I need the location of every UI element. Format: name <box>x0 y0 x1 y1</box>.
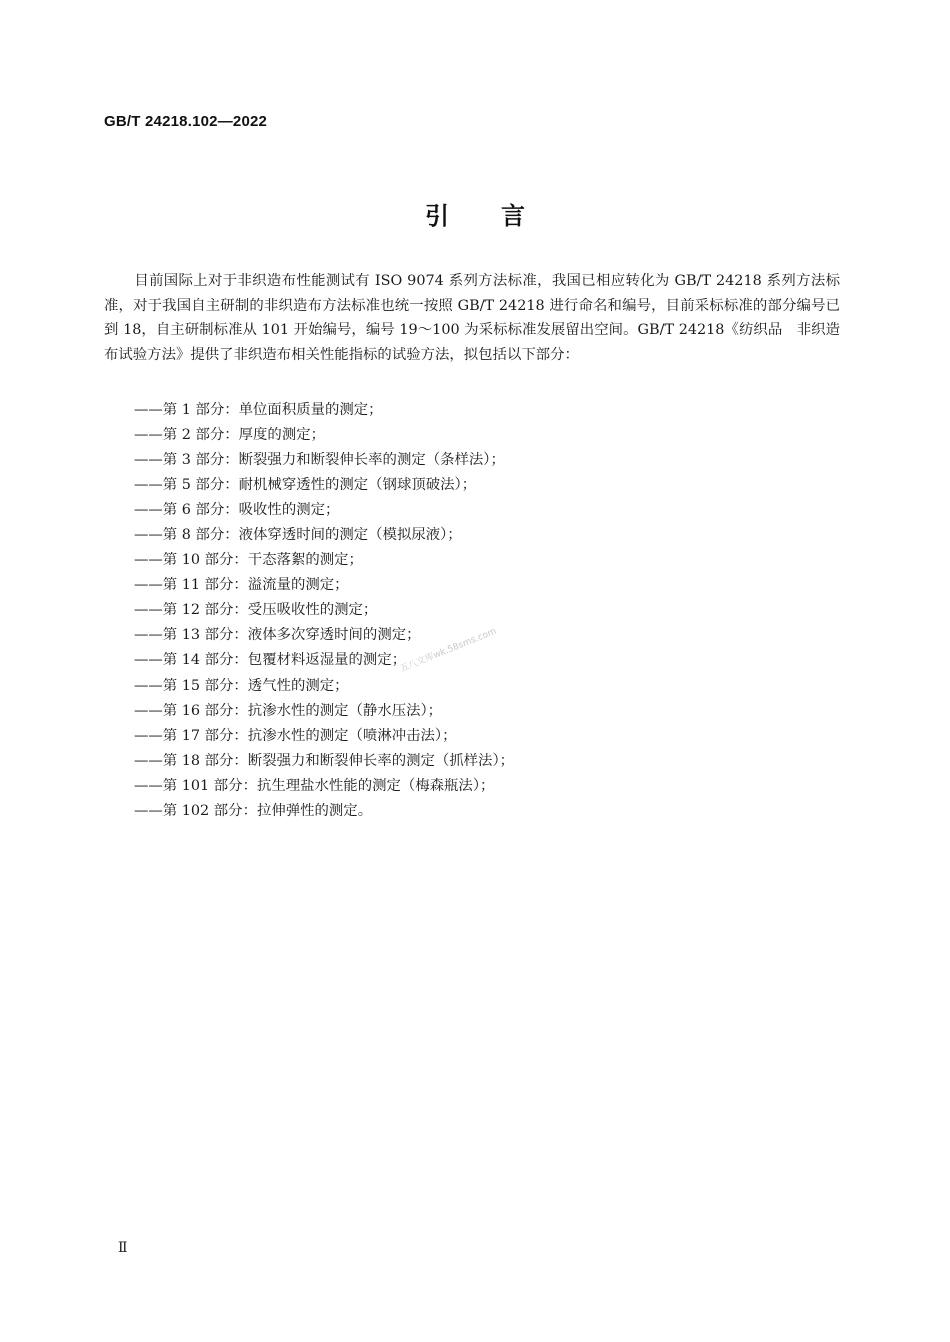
intro-text: 目前国际上对于非织造布性能测试有 ISO 9074 系列方法标准，我国已相应转化为 GB/T 24218 系列方法标准，对于我国自主研制的非织造布方法标准也统一按照 GB/T 24218 进行命名和编号，目前采标标准的部分编号已到 18，自主研制标准从 101 开始编号，编号 19～100 为采标标准发展留出空间。GB/T 24218《纺织品 非织造布试验方法》提供了非织造布相关性能指标的试验方法，拟包括以下部分： <box>104 273 840 364</box>
parts-list <box>134 398 514 824</box>
list-item: ——第 101 部分：抗生理盐水性能的测定（梅森瓶法）； <box>134 777 495 794</box>
list-item: ——第 10 部分：干态落絮的测定； <box>134 552 363 569</box>
list-item: ——第 18 部分：断裂强力和断裂伸长率的测定（抓样法）； <box>134 752 515 769</box>
list-item: ——第 8 部分：液体穿透时间的测定（模拟尿液）； <box>134 527 462 544</box>
list-item: ——第 17 部分：抗渗水性的测定（喷淋冲击法）； <box>134 727 457 744</box>
list-item: ——第 16 部分：抗渗水性的测定（静水压法）； <box>134 702 443 719</box>
list-item: ——第 3 部分：断裂强力和断裂伸长率的测定（条样法）； <box>134 452 505 469</box>
list-item: ——第 11 部分：溢流量的测定； <box>134 577 349 594</box>
list-item: ——第 102 部分：拉伸弹性的测定。 <box>134 802 373 819</box>
page-title: 引言 <box>425 202 577 230</box>
watermark: 五八文库wk.58sms.com <box>398 626 499 675</box>
list-item: ——第 1 部分：单位面积质量的测定； <box>134 402 383 418</box>
list-item: ——第 13 部分：液体多次穿透时间的测定； <box>134 627 421 644</box>
list-item: ——第 5 部分：耐机械穿透性的测定（钢球顶破法）； <box>134 477 477 494</box>
standard-code: GB/T 24218.102—2022 <box>104 113 268 130</box>
list-item: ——第 14 部分：包覆材料返湿量的测定； <box>134 652 407 669</box>
intro-paragraph <box>104 269 840 368</box>
list-item: ——第 2 部分：厚度的测定； <box>134 427 325 444</box>
page-number: Ⅱ <box>118 1240 128 1256</box>
list-item: ——第 6 部分：吸收性的测定； <box>134 502 340 519</box>
list-item: ——第 15 部分：透气性的测定； <box>134 677 349 694</box>
list-item: ——第 12 部分：受压吸收性的测定； <box>134 602 378 619</box>
